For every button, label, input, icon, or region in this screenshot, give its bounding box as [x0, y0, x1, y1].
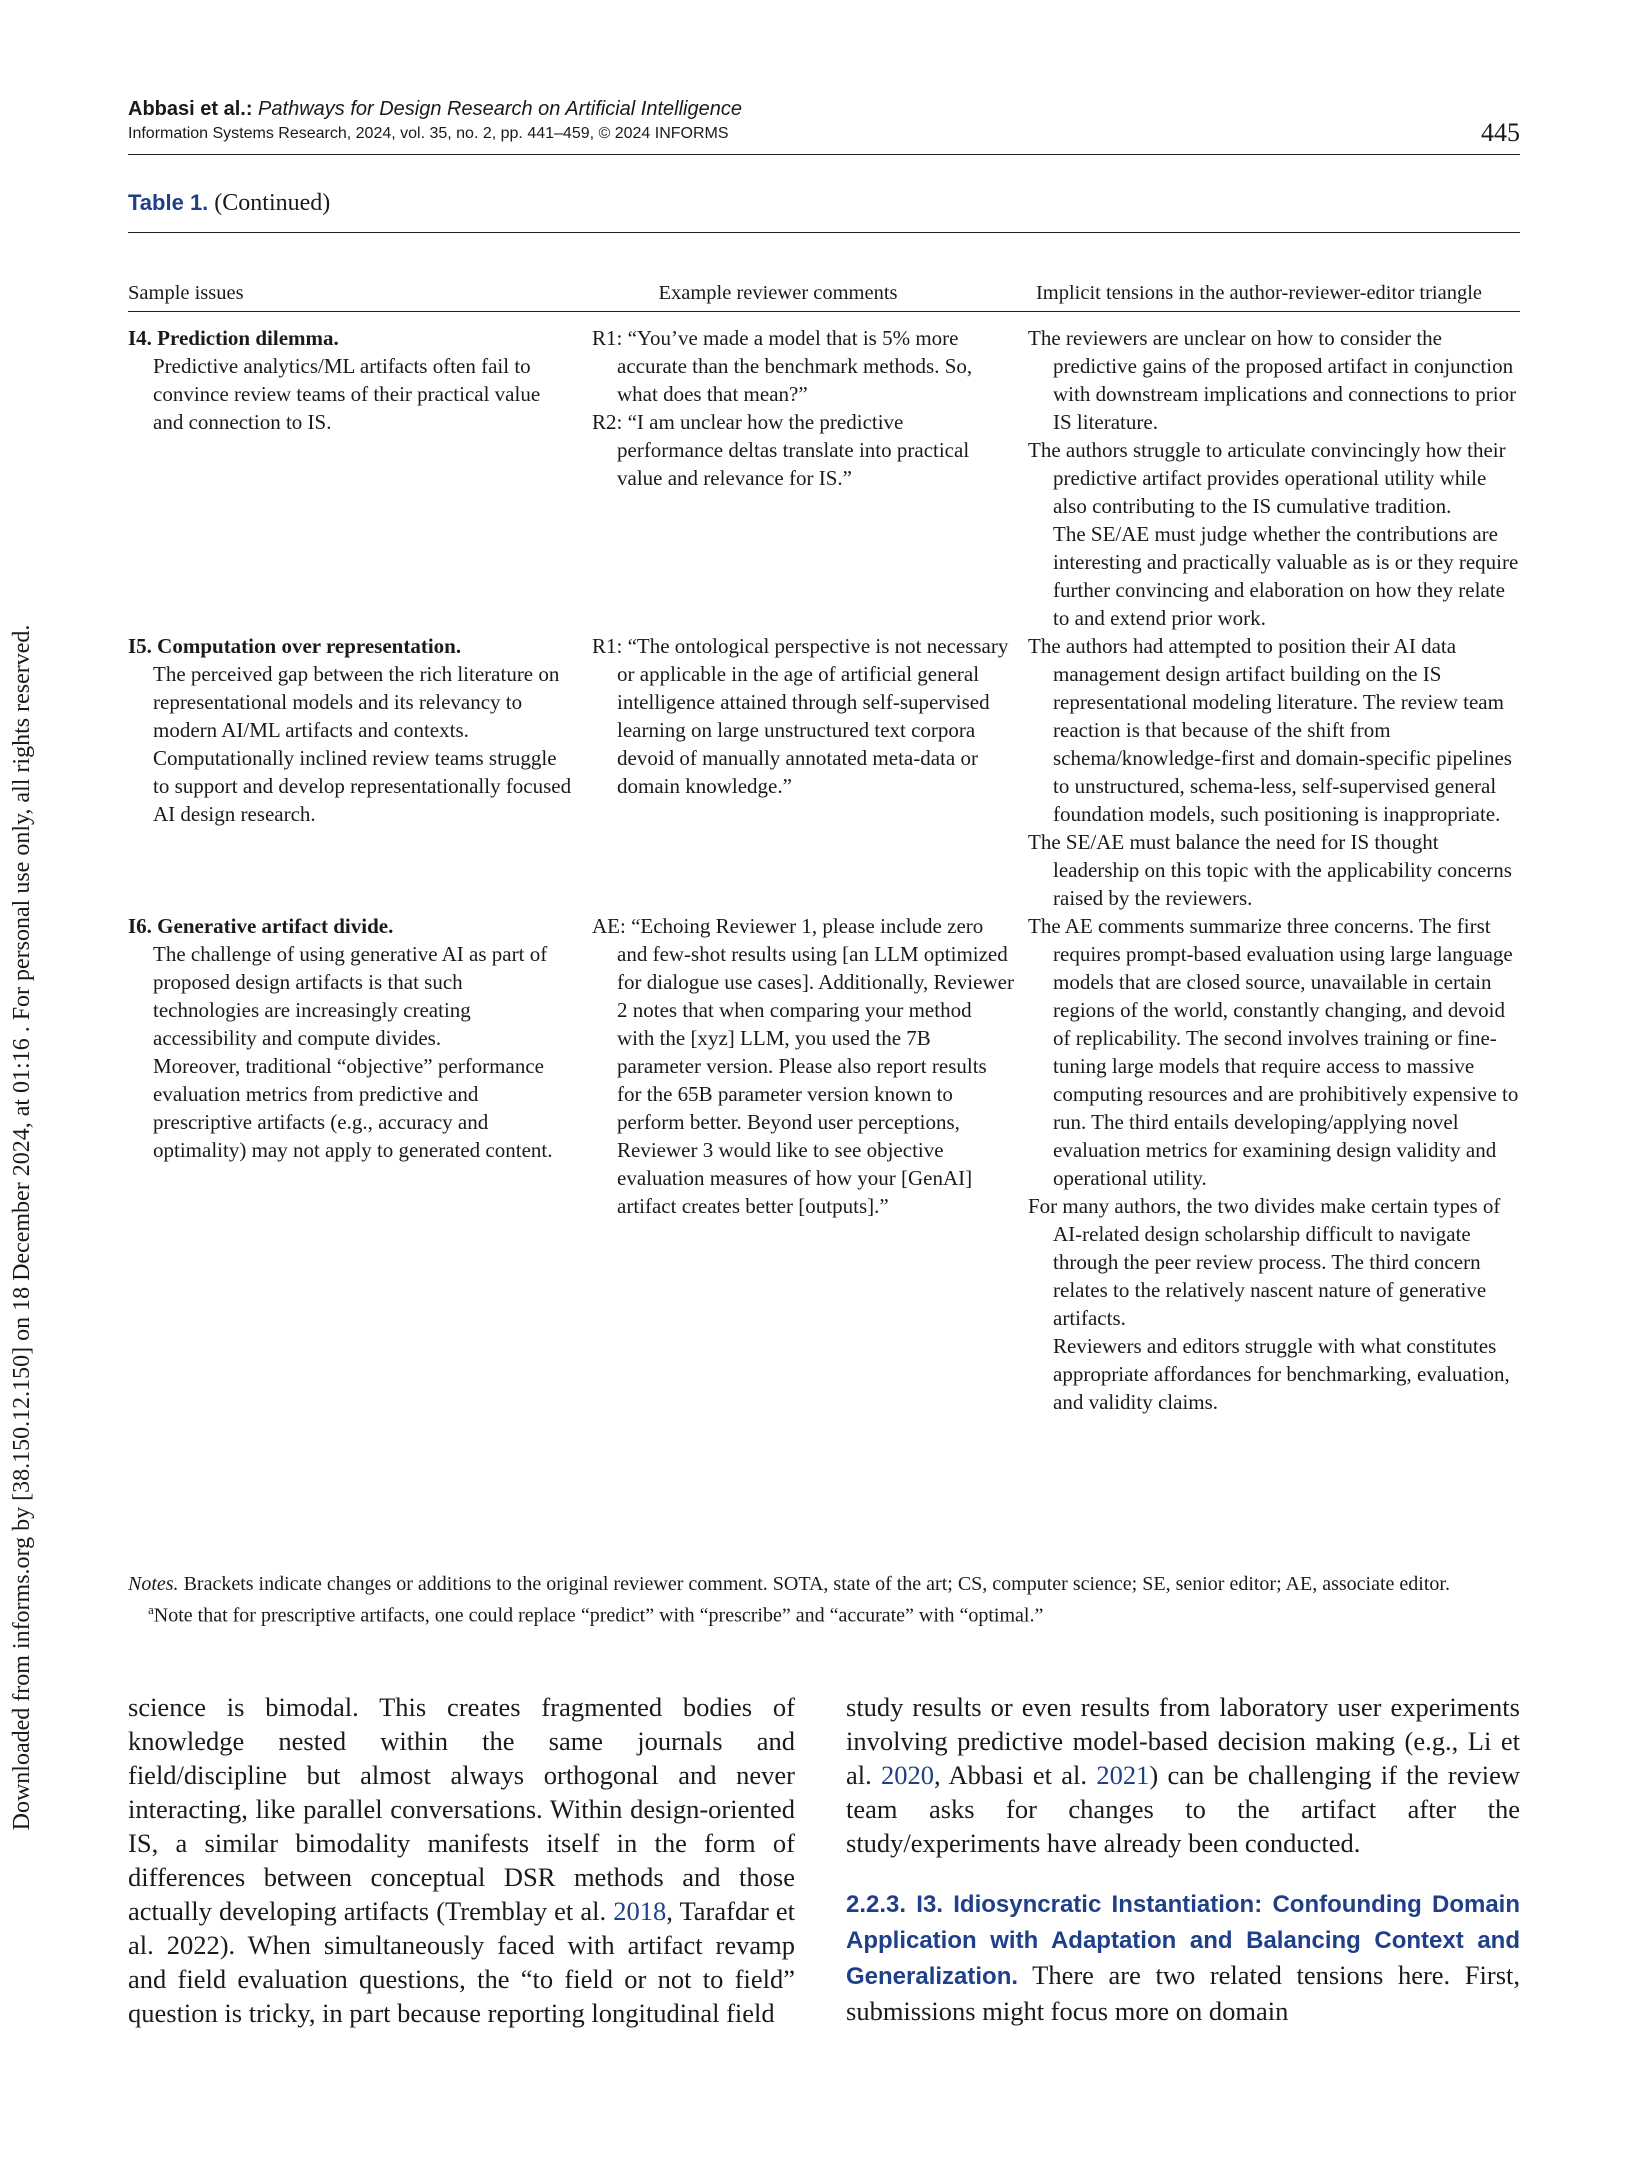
header-title-line	[128, 97, 1520, 121]
issue-description: Moreover, traditional “objective” performance evaluation metrics from predictive and prescriptive artifacts (e.g., accuracy and optimality) may not apply to generated content.	[153, 1054, 553, 1162]
comments-cell	[588, 324, 1028, 632]
comments-cell	[588, 632, 1028, 912]
download-watermark	[4, 415, 40, 2040]
table-row	[128, 324, 1520, 632]
tensions-cell	[1028, 632, 1520, 912]
section-heading: 2.2.3. I3. Idiosyncratic Instantiation: Confounding Domain Application with Adaptation and Balancing Context and Generalization.	[846, 1891, 1520, 1990]
notes-label: Notes.	[128, 1573, 179, 1595]
citation-link[interactable]: 2018	[613, 1896, 667, 1926]
table-row	[128, 632, 1520, 912]
table-footnote	[128, 1597, 1520, 1629]
citation-link[interactable]: 2020	[881, 1760, 935, 1790]
reviewer-comment: AE: “Echoing Reviewer 1, please include zero and few-shot results using [an LLM optimized for dialogue use cases]. Additionally, Reviewer 2 notes that when comparing your method with the [xyz] LLM, you used the 7B parameter version. Please also report results for the 65B parameter version known to perform better. Beyond user perceptions, Reviewer 3 would like to see objective evaluation measures of how your [GenAI] artifact creates better [outputs].”	[592, 914, 1014, 1218]
tension-paragraph: The authors struggle to articulate convincingly how their predictive artifact provides operational utility while also contributing to the IS cumulative tradition.	[1028, 438, 1506, 518]
reviewer-comment: R1: “You’ve made a model that is 5% more accurate than the benchmark methods. So, what does that mean?”	[592, 326, 973, 406]
notes-text: Brackets indicate changes or additions to the original reviewer comment. SOTA, state of the art; CS, computer science; SE, senior editor; AE, associate editor.	[183, 1573, 1450, 1595]
reviewer-comment: R1: “The ontological perspective is not necessary or applicable in the age of artificial general intelligence attained through self-supervised learning on large unstructured text corpora devoid of manually annotated meta-data or domain knowledge.”	[592, 634, 1009, 798]
tension-paragraph: For many authors, the two divides make certain types of AI-related design scholarship difficult to navigate through the peer review process. The third concern relates to the relatively nascent nature of generative artifacts.	[1028, 1194, 1501, 1330]
tension-paragraph: The SE/AE must judge whether the contributions are interesting and practically valuable as is or they require further convincing and elaboration on how they relate to and extend prior work.	[1053, 522, 1519, 630]
header-article-title: Pathways for Design Research on Artificial Intelligence	[258, 98, 742, 120]
issue-title: I6. Generative artifact divide.	[128, 914, 394, 938]
tension-paragraph: The authors had attempted to position their AI data management design artifact building on the IS representational modeling literature. The review team reaction is that because of the shift from schema/knowledge-first and domain-specific pipelines to unstructured, schema-less, self-supervised general foundation models, such positioning is inappropriate.	[1028, 634, 1512, 826]
section-paragraph	[846, 1886, 1520, 2028]
column-header-implicit-tensions: Implicit tensions in the author-reviewer-editor triangle	[1035, 282, 1483, 304]
tension-paragraph: The AE comments summarize three concerns. The first requires prompt-based evaluation using large language models that are closed source, unavailable in certain regions of the world, constantly changing, and devoid of replicability. The second involves training or fine-tuning large models that require access to massive computing resources and are prohibitively expensive to run. The third entails developing/applying novel evaluation metrics for examining design validity and operational utility.	[1028, 914, 1519, 1190]
table-caption-text: (Continued)	[214, 190, 331, 216]
issue-description: Computationally inclined review teams struggle to support and develop representationally focused AI design research.	[153, 746, 572, 826]
table-body	[128, 312, 1520, 1416]
issue-cell	[128, 912, 588, 1416]
download-notice: Downloaded from informs.org by [38.150.12.150] on 18 December 2024, at 01:16 . For personal use only, all rights reserved.	[9, 624, 35, 1831]
table-caption-label: Table 1.	[128, 190, 209, 215]
column-header-sample-issues: Sample issues	[128, 282, 244, 304]
issue-title: I4. Prediction dilemma.	[128, 326, 339, 350]
issue-cell	[128, 324, 588, 632]
issue-title: I5. Computation over representation.	[128, 634, 462, 658]
section-text: There are two related tensions here. First, submissions might focus more on domain	[846, 1960, 1520, 2026]
body-paragraph: study results or even results from laboratory user experiments involving predictive model-based decision making (e.g., Li et al. 2020, Abbasi et al. 2021) can be challenging if the review team asks for changes to the artifact after the study/experiments have already been conducted.	[846, 1692, 1520, 1858]
tensions-cell	[1028, 912, 1520, 1416]
citation-link[interactable]: 2021	[1096, 1760, 1150, 1790]
running-header	[128, 97, 1520, 145]
page-number: 445	[1481, 118, 1520, 147]
issue-cell	[128, 632, 588, 912]
table-notes	[128, 1572, 1520, 1629]
issues-table	[128, 232, 1520, 1416]
body-column-left	[128, 1690, 795, 2030]
tension-paragraph: The reviewers are unclear on how to consider the predictive gains of the proposed artifact in conjunction with downstream implications and connections to prior IS literature.	[1028, 326, 1517, 434]
comments-cell	[588, 912, 1028, 1416]
column-header-reviewer-comments: Example reviewer comments	[658, 282, 898, 304]
reviewer-comment: R2: “I am unclear how the predictive performance deltas translate into practical value and relevance for IS.”	[592, 410, 970, 490]
issue-description: Predictive analytics/ML artifacts often fail to convince review teams of their practical value and connection to IS.	[153, 354, 541, 434]
body-paragraph: science is bimodal. This creates fragmented bodies of knowledge nested within the same journals and field/discipline but almost always orthogonal and never interacting, like parallel conversations. Within design-oriented IS, a similar bimodality manifests itself in the form of differences between conceptual DSR methods and those actually developing artifacts (Tremblay et al. 2018, Tarafdar et al. 2022). When simultaneously faced with artifact revamp and field evaluation questions, the “to field or not to field” question is tricky, in part because reporting longitudinal field	[128, 1692, 795, 2028]
tensions-cell	[1028, 324, 1520, 632]
header-journal-info: Information Systems Research, 2024, vol. 35, no. 2, pp. 441–459, © 2024 INFORMS	[128, 125, 729, 142]
notes-line	[128, 1572, 1520, 1597]
tension-paragraph: The SE/AE must balance the need for IS thought leadership on this topic with the applicability concerns raised by the reviewers.	[1028, 830, 1512, 910]
body-column-right	[846, 1690, 1520, 2028]
header-authors: Abbasi et al.:	[128, 98, 253, 120]
table-caption	[128, 190, 330, 217]
table-row	[128, 912, 1520, 1416]
footnote-text: Note that for prescriptive artifacts, one could replace “predict” with “prescribe” and “accurate” with “optimal.”	[153, 1604, 1044, 1627]
footnote-mark: a	[148, 1602, 154, 1617]
tension-paragraph: Reviewers and editors struggle with what constitutes appropriate affordances for benchmarking, evaluation, and validity claims.	[1053, 1334, 1510, 1414]
issue-description: The challenge of using generative AI as part of proposed design artifacts is that such technologies are increasingly creating accessibility and compute divides.	[153, 942, 548, 1050]
table-header-row	[128, 233, 1520, 311]
issue-description: The perceived gap between the rich literature on representational models and its relevancy to modern AI/ML artifacts and contexts.	[153, 662, 560, 742]
header-divider	[128, 154, 1520, 155]
